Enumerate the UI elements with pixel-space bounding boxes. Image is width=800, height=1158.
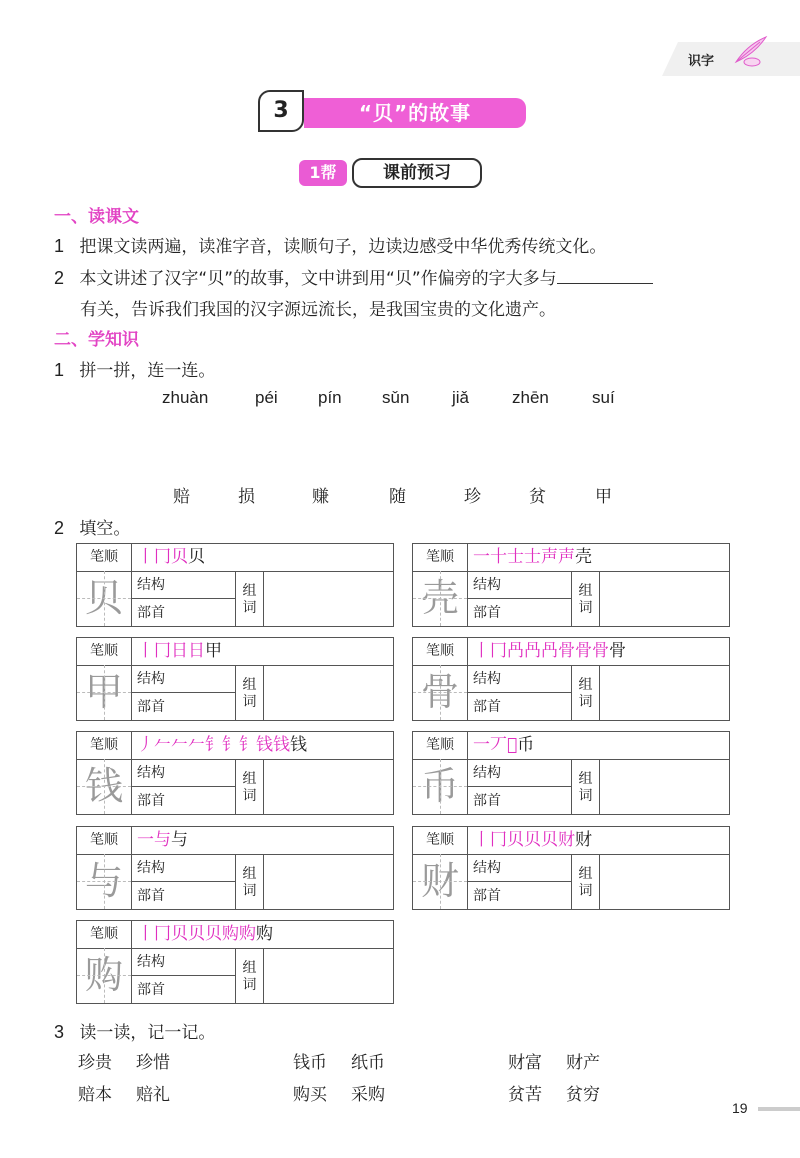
stroke-step: 骨 (575, 641, 592, 661)
tracing-character[interactable]: 购 (77, 948, 132, 1003)
structure-cell[interactable] (467, 854, 571, 882)
radical-label: 部首 (473, 888, 501, 904)
stroke-order-row (77, 544, 393, 572)
question-number: 1 (54, 236, 65, 256)
radical-label: 部首 (137, 982, 165, 998)
stroke-order-sequence (137, 639, 222, 663)
pinyin-item[interactable]: jiǎ (452, 388, 470, 407)
answer-blank[interactable] (557, 269, 653, 284)
stroke-order-sequence (137, 733, 307, 757)
question-text: 本文讲述了汉字“贝”的故事，文中讲到用“贝”作偏旁的字大多与 (79, 269, 557, 289)
tracing-character[interactable]: 钱 (77, 759, 132, 814)
stroke-step: 士 (507, 547, 524, 567)
question-text: 拼一拼，连一连。 (79, 361, 216, 381)
stroke-step: 财 (558, 830, 575, 850)
vocab-word: 珍贵 (78, 1053, 112, 1073)
stroke-order-label: 笔顺 (77, 544, 132, 571)
stroke-step: 丿 (137, 735, 154, 755)
pinyin-item[interactable]: zhēn (512, 388, 549, 407)
stroke-order-row (77, 638, 393, 666)
stroke-step: 冎 (541, 641, 558, 661)
vocab-word: 珍惜 (136, 1053, 170, 1073)
hanzi-item[interactable]: 随 (389, 487, 406, 507)
stroke-step: 与 (154, 830, 171, 850)
radical-cell[interactable] (131, 976, 235, 1003)
stroke-order-label: 笔顺 (77, 638, 132, 665)
hanzi-item[interactable]: 损 (238, 487, 255, 507)
structure-label: 结构 (473, 860, 501, 876)
stroke-step: 财 (575, 830, 592, 850)
stroke-step: 丨 (137, 641, 154, 661)
stroke-step: 骨 (609, 641, 626, 661)
radical-cell[interactable] (467, 787, 571, 814)
stroke-step: 购 (256, 924, 273, 944)
stroke-order-sequence (473, 828, 592, 852)
question-1-2-cont: 有关，告诉我们我国的汉字源远流长，是我国宝贵的文化遗产。 (80, 300, 556, 320)
stroke-step: 日 (171, 641, 188, 661)
stroke-step: 购 (239, 924, 256, 944)
stroke-step: 壳 (575, 547, 592, 567)
stroke-order-label: 笔顺 (77, 827, 132, 854)
structure-label: 结构 (473, 765, 501, 781)
structure-cell[interactable] (467, 571, 571, 599)
stroke-step: 钅 (205, 735, 222, 755)
lesson-title: “贝”的故事 (304, 98, 526, 128)
words-label: 组 词 (572, 571, 600, 627)
tracing-character[interactable]: 币 (413, 759, 468, 814)
vocab-word: 采购 (351, 1085, 385, 1105)
vocab-word: 财富 (508, 1053, 542, 1073)
vocab-word: 赔本 (78, 1085, 112, 1105)
stroke-step: 丆 (490, 735, 507, 755)
tracing-character[interactable]: 贝 (77, 571, 132, 626)
stroke-order-label: 笔顺 (77, 921, 132, 948)
vocab-word: 财产 (566, 1053, 600, 1073)
question-2-1 (54, 356, 215, 381)
stroke-order-row (413, 544, 729, 572)
radical-cell[interactable] (467, 882, 571, 909)
stroke-order-label: 笔顺 (77, 732, 132, 759)
structure-cell[interactable] (131, 759, 235, 787)
help-tag: 1帮 (299, 160, 347, 186)
pinyin-item[interactable]: péi (255, 388, 278, 407)
hanzi-item[interactable]: 珍 (464, 487, 481, 507)
stroke-step: 贝 (188, 547, 205, 567)
structure-cell[interactable] (131, 571, 235, 599)
structure-label: 结构 (473, 671, 501, 687)
words-label: 组 词 (236, 759, 264, 815)
char-box (412, 637, 730, 721)
char-box (76, 543, 394, 627)
tracing-character[interactable]: 与 (77, 854, 132, 909)
stroke-order-row (413, 638, 729, 666)
question-2-2 (54, 514, 130, 539)
words-label: 组 词 (236, 854, 264, 910)
char-box (412, 826, 730, 910)
char-box (76, 826, 394, 910)
pinyin-item[interactable]: pín (318, 388, 342, 407)
stroke-order-sequence (473, 733, 534, 757)
stroke-order-row (77, 827, 393, 855)
structure-label: 结构 (137, 671, 165, 687)
hanzi-item[interactable]: 贫 (529, 487, 546, 507)
stroke-step: 贝 (541, 830, 558, 850)
structure-cell[interactable] (131, 948, 235, 976)
hanzi-item[interactable]: 甲 (595, 487, 612, 507)
words-label: 组 词 (572, 665, 600, 721)
stroke-step: 冂 (154, 547, 171, 567)
stroke-order-row (413, 732, 729, 760)
stroke-step: 贝 (524, 830, 541, 850)
radical-label: 部首 (473, 699, 501, 715)
vocab-word: 贫穷 (566, 1085, 600, 1105)
radical-label: 部首 (137, 605, 165, 621)
stroke-step: 𠂉 (154, 735, 171, 755)
section-read-text-heading: 一、读课文 (54, 207, 139, 227)
structure-label: 结构 (473, 577, 501, 593)
question-text: 把课文读两遍，读准字音，读顺句子，边读边感受中华优秀传统文化。 (79, 237, 607, 257)
stroke-step: 贝 (171, 924, 188, 944)
radical-cell[interactable] (467, 693, 571, 720)
tracing-character[interactable]: 甲 (77, 665, 132, 720)
section-learn-heading: 二、学知识 (54, 330, 139, 350)
question-number: 3 (54, 1022, 65, 1042)
radical-cell[interactable] (467, 599, 571, 626)
stroke-step: 骨 (558, 641, 575, 661)
tracing-character[interactable]: 骨 (413, 665, 468, 720)
stroke-step: 声 (558, 547, 575, 567)
stroke-step: 骨 (592, 641, 609, 661)
structure-label: 结构 (137, 765, 165, 781)
hanzi-item[interactable]: 赚 (312, 487, 329, 507)
stroke-step: 冂 (154, 641, 171, 661)
radical-cell[interactable] (131, 599, 235, 626)
pinyin-item[interactable]: sǔn (382, 388, 410, 407)
stroke-order-sequence (137, 922, 273, 946)
stroke-step: 购 (222, 924, 239, 944)
lesson-number: 3 (258, 90, 304, 132)
char-box (412, 543, 730, 627)
char-box (76, 920, 394, 1004)
radical-cell[interactable] (131, 882, 235, 909)
stroke-step: 丨 (473, 641, 490, 661)
vocab-word: 购买 (293, 1085, 327, 1105)
stroke-step: 士 (524, 547, 541, 567)
vocab-word: 贫苦 (508, 1085, 542, 1105)
radical-label: 部首 (137, 699, 165, 715)
stroke-step: 十 (490, 547, 507, 567)
question-2-3 (54, 1018, 215, 1043)
feather-pen-icon (730, 34, 770, 68)
page-number-bar (758, 1107, 800, 1111)
stroke-step: 钅 (222, 735, 239, 755)
structure-label: 结构 (137, 577, 165, 593)
stroke-step: 冂 (154, 924, 171, 944)
structure-cell[interactable] (467, 759, 571, 787)
stroke-order-sequence (137, 828, 188, 852)
question-text: 填空。 (79, 519, 131, 539)
page-number: 19 (732, 1100, 748, 1116)
vocab-word: 赔礼 (136, 1085, 170, 1105)
stroke-order-label: 笔顺 (413, 544, 468, 571)
vocab-word: 钱币 (293, 1053, 327, 1073)
question-1-1 (54, 232, 606, 257)
stroke-step: 丨 (473, 830, 490, 850)
stroke-order-row (413, 827, 729, 855)
hanzi-item[interactable]: 赔 (173, 487, 190, 507)
stroke-step: 钅 (239, 735, 256, 755)
stroke-step: 贝 (171, 547, 188, 567)
stroke-step: 贝 (507, 830, 524, 850)
stroke-step: 甲 (205, 641, 222, 661)
structure-cell[interactable] (467, 665, 571, 693)
tracing-character[interactable]: 财 (413, 854, 468, 909)
words-label: 组 词 (572, 854, 600, 910)
question-number: 1 (54, 360, 65, 380)
stroke-step: 贝 (205, 924, 222, 944)
vocab-word: 纸币 (351, 1053, 385, 1073)
question-number: 2 (54, 268, 65, 288)
stroke-order-sequence (137, 545, 205, 569)
stroke-order-label: 笔顺 (413, 638, 468, 665)
stroke-step: 日 (188, 641, 205, 661)
words-label: 组 词 (572, 759, 600, 815)
stroke-step: 冎 (524, 641, 541, 661)
stroke-step: 一 (473, 735, 490, 755)
stroke-order-label: 笔顺 (413, 732, 468, 759)
structure-cell[interactable] (131, 665, 235, 693)
stroke-step: 丨 (137, 547, 154, 567)
radical-label: 部首 (137, 888, 165, 904)
radical-cell[interactable] (131, 693, 235, 720)
question-1-2 (54, 264, 653, 289)
stroke-order-row (77, 732, 393, 760)
stroke-order-sequence (473, 639, 626, 663)
pinyin-item[interactable]: zhuàn (162, 388, 209, 407)
stroke-step: 币 (517, 735, 535, 755)
stroke-step: 𠂋 (507, 735, 518, 755)
stroke-step: 一 (137, 830, 154, 850)
words-label: 组 词 (236, 948, 264, 1004)
char-box (412, 731, 730, 815)
words-label: 组 词 (236, 571, 264, 627)
stroke-step: 冎 (507, 641, 524, 661)
pinyin-item[interactable]: suí (592, 388, 615, 407)
stroke-step: 冂 (490, 830, 507, 850)
header-tab-label: 识字 (688, 54, 715, 69)
tracing-character[interactable]: 壳 (413, 571, 468, 626)
stroke-order-sequence (473, 545, 592, 569)
stroke-order-row (77, 921, 393, 949)
stroke-step: 丨 (137, 924, 154, 944)
radical-label: 部首 (137, 793, 165, 809)
stroke-step: 一 (473, 547, 490, 567)
radical-label: 部首 (473, 793, 501, 809)
stroke-step: 冂 (490, 641, 507, 661)
radical-cell[interactable] (131, 787, 235, 814)
words-label: 组 词 (236, 665, 264, 721)
stroke-step: 钱 (256, 735, 273, 755)
stroke-step: 𠂉 (171, 735, 188, 755)
structure-cell[interactable] (131, 854, 235, 882)
stroke-order-label: 笔顺 (413, 827, 468, 854)
question-number: 2 (54, 518, 65, 538)
stroke-step: 与 (171, 830, 188, 850)
help-title: 课前预习 (352, 158, 482, 188)
radical-label: 部首 (473, 605, 501, 621)
structure-label: 结构 (137, 860, 165, 876)
stroke-step: 钱 (290, 735, 307, 755)
question-text: 读一读，记一记。 (79, 1023, 216, 1043)
stroke-step: 声 (541, 547, 558, 567)
stroke-step: 贝 (188, 924, 205, 944)
char-box (76, 637, 394, 721)
structure-label: 结构 (137, 954, 165, 970)
stroke-step: 𠂉 (188, 735, 205, 755)
char-box (76, 731, 394, 815)
stroke-step: 钱 (273, 735, 290, 755)
